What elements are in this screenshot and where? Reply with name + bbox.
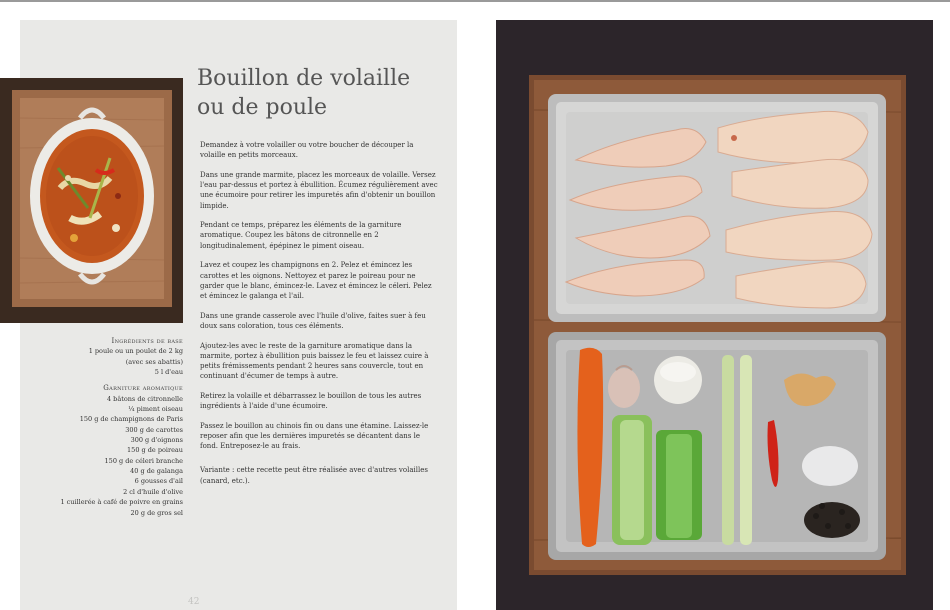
ingredient-item: 300 g d'oignons xyxy=(130,436,183,445)
method-variant: Variante : cette recette peut être réalisée avec d'autres volailles (canard, etc.). xyxy=(200,466,428,485)
ingredient-item: ¼ piment oiseau xyxy=(128,405,183,414)
page-number: 42 xyxy=(188,597,200,607)
method-step: Dans une grande marmite, placez les morceaux de volaille. Versez l'eau par-dessus et portez à ébullition. Écumez régulièrement avec une écumoire pour retirer les impuretés afin d'obtenir un bouillon limpide. xyxy=(200,170,438,210)
bouillon-pot-photo xyxy=(0,78,183,323)
recipe-title xyxy=(197,64,410,122)
ingredients-base-heading: Ingrédients de base xyxy=(111,337,183,345)
ingredients-aromatic-heading: Garniture aromatique xyxy=(103,384,183,393)
raw-ingredients-photo xyxy=(496,20,933,610)
method-step: Ajoutez-les avec le reste de la garniture aromatique dans la marmite, portez à ébullition puis baissez le feu et laissez cuire à petits frémissements pendant 2 heures sans couvercle, tout en continuant d'écumer de temps à autre. xyxy=(200,341,429,381)
ingredient-item: 5 l d'eau xyxy=(154,368,183,377)
method-step: Lavez et coupez les champignons en 2. Pelez et émincez les carottes et les oignons. Nettoyez et parez le poireau pour ne garder que le blanc, émincez-le. Lavez et émincez le céleri. Pelez et émincez le galanga et l'ail. xyxy=(200,261,432,300)
method-step: Retirez la volaille et débarrassez le bouillon de tous les autres ingrédients à l'aide d'une écumoire. xyxy=(200,391,422,411)
ingredient-item: 20 g de gros sel xyxy=(130,508,183,517)
ingredient-item: 150 g de champignons de Paris xyxy=(79,415,183,424)
ingredient-item: (avec ses abattis) xyxy=(125,357,183,366)
recipe-method xyxy=(200,140,438,495)
method-step: Passez le bouillon au chinois fin ou dans une étamine. Laissez-le reposer afin que les dernières impuretés se décantent dans le fond. Entreposez-le au frais. xyxy=(200,421,429,451)
recipe-title-line-1: Bouillon de volaille xyxy=(197,66,411,91)
recipe-title-line-2: ou de poule xyxy=(197,95,328,120)
ingredient-item: 2 cl d'huile d'olive xyxy=(123,487,183,496)
ingredient-item: 40 g de galanga xyxy=(130,467,183,476)
method-step: Demandez à votre volailler ou votre boucher de découper la volaille en petits morceaux. xyxy=(200,141,414,160)
ingredient-item: 1 cuillerée à café de poivre en grains xyxy=(60,498,183,507)
ingredient-item: 6 gousses d'ail xyxy=(134,477,183,486)
ingredient-item: 150 g de céleri branche xyxy=(104,456,183,465)
method-step: Dans une grande casserole avec l'huile d'olive, faites suer à feu doux sans coloration, tous ces éléments. xyxy=(200,311,426,330)
method-step: Pendant ce temps, préparez les éléments de la garniture aromatique. Coupez les bâtons de citronnelle en 2 longitudinalement, épépinez le piment oiseau. xyxy=(200,221,402,250)
ingredient-item: 4 bâtons de citronnelle xyxy=(106,394,183,403)
ingredient-item: 150 g de poireau xyxy=(127,446,183,455)
ingredient-item: 1 poule ou un poulet de 2 kg xyxy=(88,347,183,356)
top-divider xyxy=(0,0,950,2)
ingredient-item: 300 g de carottes xyxy=(125,425,183,434)
ingredient-list xyxy=(0,336,183,518)
